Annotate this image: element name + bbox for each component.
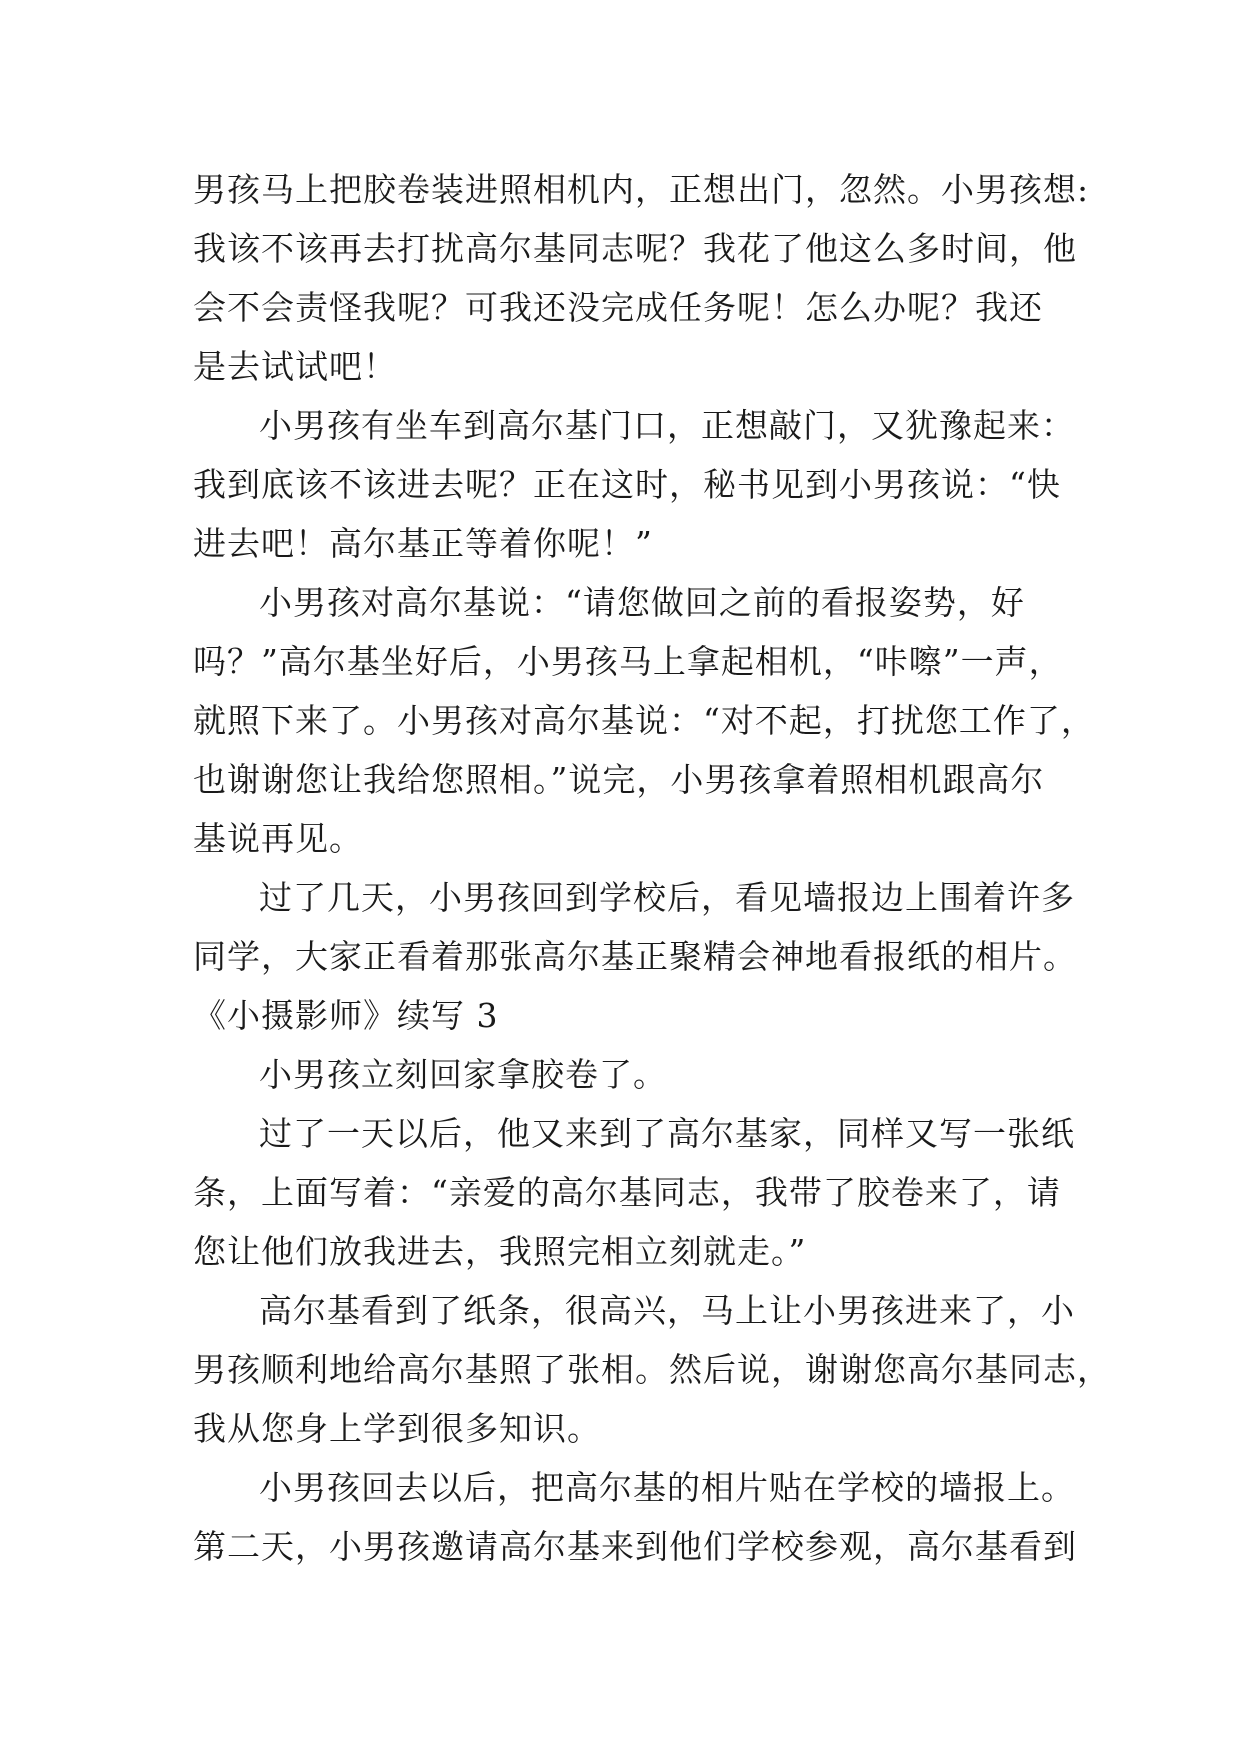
section-heading: 《小摄影师》续写 3 bbox=[193, 996, 499, 1035]
text-line: 第二天，小男孩邀请高尔基来到他们学校参观，高尔基看到 bbox=[193, 1527, 1077, 1566]
paragraph-6 bbox=[193, 1104, 1073, 1281]
text-line: 过了几天，小男孩回到学校后，看见墙报边上围着许多 bbox=[259, 878, 1075, 917]
paragraph-8 bbox=[193, 1458, 1077, 1576]
paragraph-2 bbox=[193, 396, 1073, 573]
text-line: 男孩马上把胶卷装进照相机内，正想出门，忽然。小男孩想: bbox=[193, 170, 1090, 209]
paragraph-7 bbox=[193, 1281, 1111, 1458]
text-line: 也谢谢您让我给您照相。”说完，小男孩拿着照相机跟高尔 bbox=[193, 760, 1045, 799]
paragraph-5 bbox=[193, 1045, 1073, 1104]
text-line: 小男孩对高尔基说：“请您做回之前的看报姿势，好 bbox=[259, 583, 1025, 622]
text-line: 就照下来了。小男孩对高尔基说：“对不起，打扰您工作了， bbox=[193, 701, 1095, 740]
text-line: 小男孩有坐车到高尔基门口，正想敲门，又犹豫起来： bbox=[259, 406, 1075, 445]
text-line: 是去试试吧！ bbox=[193, 347, 397, 386]
paragraph-4 bbox=[193, 868, 1077, 986]
text-line: 同学，大家正看着那张高尔基正聚精会神地看报纸的相片。 bbox=[193, 937, 1077, 976]
text-line: 小男孩回去以后，把高尔基的相片贴在学校的墙报上。 bbox=[259, 1468, 1075, 1507]
text-line: 条，上面写着：“亲爱的高尔基同志，我带了胶卷来了，请 bbox=[193, 1173, 1061, 1212]
text-line: 会不会责怪我呢？可我还没完成任务呢！怎么办呢？我还 bbox=[193, 288, 1043, 327]
text-line: 我从您身上学到很多知识。 bbox=[193, 1409, 601, 1448]
text-line: 高尔基看到了纸条，很高兴，马上让小男孩进来了，小 bbox=[259, 1291, 1075, 1330]
text-line: 基说再见。 bbox=[193, 819, 363, 858]
paragraph-3 bbox=[193, 573, 1095, 868]
paragraph-1 bbox=[193, 160, 1090, 396]
text-line: 小男孩立刻回家拿胶卷了。 bbox=[259, 1055, 667, 1094]
text-line: 进去吧！高尔基正等着你呢！” bbox=[193, 524, 653, 563]
document-body bbox=[193, 160, 1111, 1576]
text-line: 我到底该不该进去呢？正在这时，秘书见到小男孩说：“快 bbox=[193, 465, 1061, 504]
text-line: 男孩顺利地给高尔基照了张相。然后说，谢谢您高尔基同志， bbox=[193, 1350, 1111, 1389]
text-line: 您让他们放我进去，我照完相立刻就走。” bbox=[193, 1232, 807, 1271]
text-line: 我该不该再去打扰高尔基同志呢？我花了他这么多时间，他 bbox=[193, 229, 1077, 268]
text-line: 吗？”高尔基坐好后，小男孩马上拿起相机，“咔嚓”一声， bbox=[193, 642, 1063, 681]
text-line: 过了一天以后，他又来到了高尔基家，同样又写一张纸 bbox=[259, 1114, 1075, 1153]
